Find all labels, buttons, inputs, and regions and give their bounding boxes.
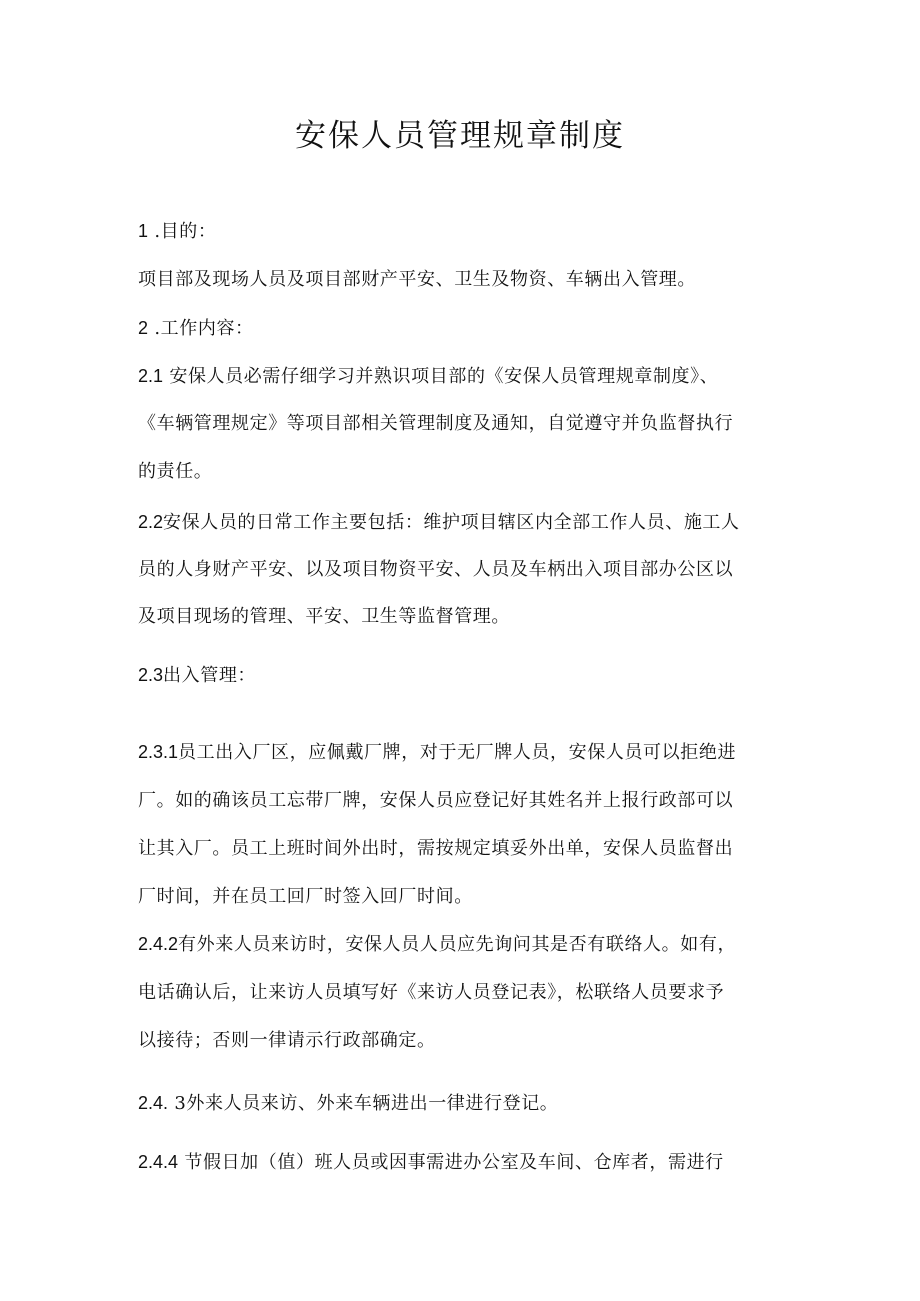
paragraph-line bbox=[138, 737, 788, 768]
document-title: 安保人员管理规章制度 bbox=[295, 118, 625, 154]
section-number: 2.2 bbox=[138, 512, 164, 532]
line-text: 让其入厂。员工上班时间外出时，需按规定填妥外出单，安保人员监督出 bbox=[138, 838, 734, 859]
line-text: 3外来人员来访、外来车辆进出一律进行登记。 bbox=[168, 1093, 559, 1114]
line-text: 《车辆管理规定》等项目部相关管理制度及通知，自觉遵守并负监督执行 bbox=[138, 413, 734, 434]
paragraph-line bbox=[138, 1147, 788, 1178]
paragraph-line bbox=[138, 1088, 788, 1119]
section-number: 2.3.1 bbox=[138, 742, 179, 762]
paragraph-line bbox=[138, 601, 788, 632]
paragraph-line bbox=[138, 264, 788, 295]
line-text: 员工出入厂区，应佩戴厂牌，对于无厂牌人员，安保人员可以拒绝进 bbox=[178, 742, 737, 763]
paragraph-line bbox=[138, 833, 788, 864]
line-text: 员的人身财产平安、以及项目物资平安、人员及车柄出入项目部办公区以 bbox=[138, 559, 734, 580]
line-text: 有外来人员来访时，安保人员人员应先询问其是否有联络人。如有， bbox=[178, 934, 737, 955]
paragraph-line bbox=[138, 929, 788, 960]
line-text: 的责任。 bbox=[138, 461, 213, 482]
section-number: 2.1 bbox=[138, 366, 164, 386]
line-text: 安保人员的日常工作主要包括：维护项目辖区内全部工作人员、施工人 bbox=[163, 512, 740, 533]
section-number: 2 bbox=[138, 318, 149, 338]
line-text: 安保人员必需仔细学习并熟识项目部的《安保人员管理规章制度》、 bbox=[163, 366, 719, 387]
line-text: 厂。如的确该员工忘带厂牌，安保人员应登记好其姓名并上报行政部可以 bbox=[138, 790, 734, 811]
line-text: 电话确认后，让来访人员填写好《来访人员登记表》，松联络人员要求予 bbox=[138, 982, 725, 1003]
paragraph-line bbox=[138, 977, 788, 1008]
line-text: 及项目现场的管理、平安、卫生等监督管理。 bbox=[138, 606, 510, 627]
line-text: 项目部及现场人员及项目部财产平安、卫生及物资、车辆出入管理。 bbox=[138, 269, 696, 290]
paragraph-line bbox=[138, 408, 788, 439]
line-text: 以接待；否则一律请示行政部确定。 bbox=[138, 1030, 436, 1051]
paragraph-line bbox=[138, 881, 788, 912]
paragraph-line bbox=[138, 1025, 788, 1056]
section-number: 1 bbox=[138, 221, 149, 241]
line-text: .目的： bbox=[148, 221, 217, 242]
line-text: 厂时间，并在员工回厂时签入回厂时间。 bbox=[138, 886, 473, 907]
section-number: 2.3 bbox=[138, 665, 164, 685]
section-number: 2.4. bbox=[138, 1093, 169, 1113]
paragraph-line bbox=[138, 361, 788, 392]
paragraph-line bbox=[138, 507, 788, 538]
paragraph-line bbox=[138, 216, 788, 247]
paragraph-line bbox=[138, 554, 788, 585]
paragraph-line bbox=[138, 456, 788, 487]
line-text: 节假日加（值）班人员或因事需进办公室及车间、仓库者，需进行 bbox=[178, 1152, 724, 1173]
line-text: 出入管理： bbox=[163, 665, 257, 686]
line-text: .工作内容： bbox=[148, 318, 254, 339]
section-number: 2.4.4 bbox=[138, 1152, 179, 1172]
section-number: 2.4.2 bbox=[138, 934, 179, 954]
paragraph-line bbox=[138, 313, 788, 344]
paragraph-line bbox=[138, 660, 788, 691]
paragraph-line bbox=[138, 785, 788, 816]
